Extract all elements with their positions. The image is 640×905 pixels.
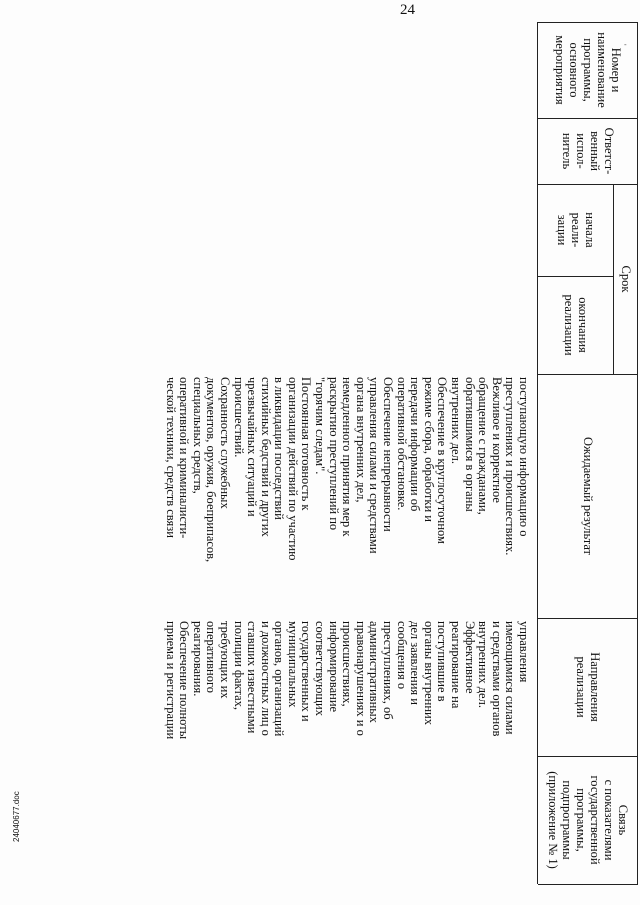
header-program: Номер и наименование программы, основного мероприятия <box>553 32 623 108</box>
directions-text: управления имеющимися силами и средствами органов внутренних дел. Эффективное реагирование на поступившие в органы внутренних дел заявления и сообщения о преступлениях, об административных правонарушениях и о происшествиях, информирование соответствующих государственных и муниципальных органов, организаций и должностных лиц о ставших известными полиции фактах, требующих их оперативного реагирования. Обеспечение полноты приема и регистрации <box>163 621 531 740</box>
header-expected-result: Ожидаемый результат <box>581 436 595 556</box>
expected-result-text: поступающую информацию о преступлениях и происшествиях. Вежливое и корректное обращение с гражданами, обратившимися в органы внутренних дел. Обеспечение в круглосуточном режиме сбора, обработки и передачи информации об оперативной обстановке. Обеспечение непрерывности управления силами и средствами органа внутренних дел, немедленного принятия мер к раскрытию преступлений по "горячим следам". Постоянная готовность к организации действий по участию в ликвидации последствий стихийных бедствий и других чрезвычайных ситуаций и происшествий. Сохранность служебных документов, оружия, боеприпасов, специальных средств, оперативной и криминалисти- ческой техники, средств связи <box>163 377 531 563</box>
page-number: 24 <box>400 2 415 18</box>
header-responsible: Ответст- венный испол- нитель <box>560 127 616 175</box>
header-link-indicators: Связь с показателями государственной программы, подпрограммы (приложение № 1) <box>546 771 630 869</box>
header-end: окончания реализации <box>562 294 590 356</box>
margin-mark: - <box>624 40 627 49</box>
footer-filename: 24040677.doc <box>12 791 21 842</box>
header-start: начала реали- зации <box>555 212 597 248</box>
rotated-table <box>63 22 638 884</box>
header-directions: Направления реализации <box>574 652 602 722</box>
table-right-border <box>538 884 638 885</box>
header-term: Срок <box>619 265 633 293</box>
